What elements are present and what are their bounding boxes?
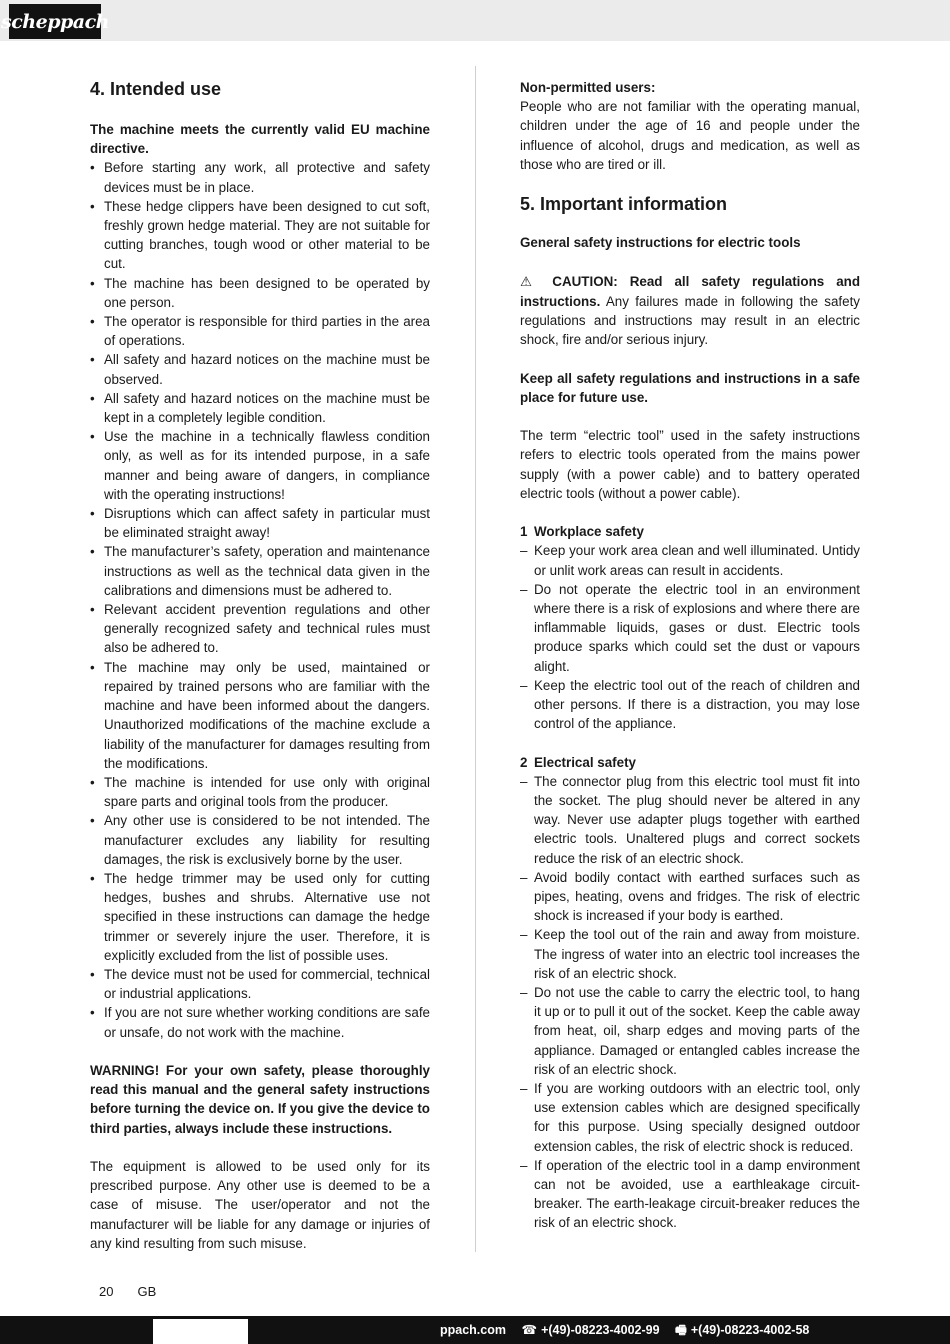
electrical-safety-list [520, 772, 860, 1233]
contact-bar [0, 1316, 950, 1344]
footer-white-box [153, 1319, 248, 1344]
page-footer [99, 1284, 156, 1299]
list-item: • Before starting any work, all protective and safety devices must be in place. [90, 158, 430, 196]
intro-text: The machine meets the currently valid EU machine directive. [90, 122, 430, 157]
scheppach-logo: scheppach [9, 4, 101, 39]
misuse-text: The equipment is allowed to be used only for its prescribed purpose. Any other use is deemed to be a case of misuse. The user/operator and not the manufacturer will be liable for any damage or injuries of any kind resulting from such misuse. [90, 1158, 430, 1251]
list-item: • Any other use is considered to be not intended. The manufacturer excludes any liability for resulting damages, the risk is exclusively borne by the user. [90, 811, 430, 869]
phone-number: +(49)-08223-4002-99 [541, 1323, 660, 1337]
list-item: – If operation of the electric tool in a damp environment can not be avoided, use a earthleakage circuit-breaker. The earth-leakage circuit-breaker reduces the risk of an electric shock. [520, 1156, 860, 1233]
list-item: • All safety and hazard notices on the machine must be kept in a completely legible condition. [90, 389, 430, 427]
list-item: • Use the machine in a technically flawless condition only, as well as for its intended purpose, in a safe manner and being aware of dangers, in compliance with the operating instructions! [90, 427, 430, 504]
list-item: • The machine may only be used, maintained or repaired by trained persons who are familiar with the machine and have been informed about the dangers. Unauthorized modifications of the machine exclude a liability of the manufacturer for damages resulting from the modifications. [90, 658, 430, 773]
list-item: • The hedge trimmer may be used only for cutting hedges, bushes and shrubs. Alternative use not specified in these instructions can damage the hedge trimmer or severely injure the user. Therefore, it is explicitly excluded from the list of possible uses. [90, 869, 430, 965]
electric-tool-definition: The term “electric tool” used in the safety instructions refers to electric tools operated from the mains power supply (with a power cable) and to battery operated electric tools (without a power cable). [520, 428, 860, 501]
list-item: • The machine is intended for use only with original spare parts and original tools from the producer. [90, 773, 430, 811]
subsection-title: Electrical safety [534, 754, 636, 770]
subsection-number: 1 [520, 524, 528, 540]
right-column [520, 78, 860, 1233]
warning-triangle-icon: ⚠ [520, 274, 541, 290]
language-code: GB [137, 1284, 157, 1299]
column-divider [475, 66, 476, 1252]
list-item: • The machine has been designed to be operated by one person. [90, 274, 430, 312]
list-item: – The connector plug from this electric tool must fit into the socket. The plug should never be altered in any way. Never use adapter plugs together with earthed electric tools. Unaltered plugs and correct sockets reduce the risk of an electric shock. [520, 772, 860, 868]
list-item: – Keep the electric tool out of the reach of children and other persons. If there is a distraction, you may lose control of the appliance. [520, 676, 860, 734]
list-item: • The manufacturer’s safety, operation and maintenance instructions as well as the technical data given in the calibrations and dimensions must be adhered to. [90, 542, 430, 600]
list-item: • Relevant accident prevention regulations and other generally recognized safety and technical rules must also be adhered to. [90, 600, 430, 658]
list-item: – Avoid bodily contact with earthed surfaces such as pipes, heating, ovens and fridges. The risk of electric shock is increased if your body is earthed. [520, 868, 860, 926]
list-item: – Do not use the cable to carry the electric tool, to hang it up or to pull it out of the socket. Keep the cable away from heat, oil, sharp edges and moving parts of the appliance. Damaged or entangled cables increase the risk of an electric shock. [520, 983, 860, 1079]
list-item: • All safety and hazard notices on the machine must be observed. [90, 350, 430, 388]
subsection-title-workplace [520, 522, 860, 541]
header-bar [0, 0, 950, 41]
nonpermitted-text: People who are not familiar with the operating manual, children under the age of 16 and people under the influence of alcohol, drugs and medication, as well as those who are tired or ill. [520, 99, 860, 172]
fax-number: +(49)-08223-4002-58 [690, 1323, 810, 1337]
section-heading-intended-use: 4. Intended use [90, 79, 222, 99]
caution-paragraph [520, 272, 860, 350]
warning-text: WARNING! For your own safety, please thoroughly read this manual and the general safety instructions before turning the device on. If you give the device to third parties, always include these instructions. [90, 1062, 430, 1136]
intended-use-list [90, 158, 430, 1041]
contact-info [440, 1321, 821, 1342]
list-item: – Keep the tool out of the rain and away from moisture. The ingress of water into an electric tool increases the risk of an electric shock. [520, 925, 860, 983]
phone-icon: ☎ [521, 1323, 538, 1337]
list-item: • These hedge clippers have been designed to cut soft, freshly grown hedge material. They are not suitable for cutting branches, tough wood or other material to be cut. [90, 197, 430, 274]
workplace-safety-list [520, 541, 860, 733]
subsection-title-electrical [520, 753, 860, 772]
list-item: • The operator is responsible for third parties in the area of operations. [90, 312, 430, 350]
keep-instructions-text: Keep all safety regulations and instructions in a safe place for future use. [520, 370, 860, 405]
fax-icon: 🖷 [675, 1323, 687, 1337]
caution-bold-text: CAUTION: Read all safety regulations and instructions. [520, 273, 860, 309]
caution-text: Any failures made in following the safety regulations and instructions may result in an electric shock, fire and/or serious injury. [520, 293, 860, 348]
left-column [90, 78, 430, 1253]
general-safety-title: General safety instructions for electric tools [520, 235, 801, 251]
nonpermitted-title: Non-permitted users: [520, 80, 656, 95]
subsection-title: Workplace safety [534, 524, 644, 540]
list-item: – Keep your work area clean and well illuminated. Untidy or unlit work areas can result in accidents. [520, 541, 860, 579]
list-item: – Do not operate the electric tool in an environment where there is a risk of explosions and where there are inflammable liquids, gases or dust. Electric tools produce sparks which could set the dust or vapours alight. [520, 580, 860, 676]
list-item: • If you are not sure whether working conditions are safe or unsafe, do not work with the machine. [90, 1003, 430, 1041]
page-number: 20 [99, 1284, 114, 1299]
website-link[interactable]: ppach.com [440, 1323, 506, 1337]
list-item: • Disruptions which can affect safety in particular must be eliminated straight away! [90, 504, 430, 542]
section-heading-important-information: 5. Important information [520, 194, 727, 215]
subsection-number: 2 [520, 754, 528, 770]
list-item: • The device must not be used for commercial, technical or industrial applications. [90, 965, 430, 1003]
list-item: – If you are working outdoors with an electric tool, only use extension cables which are designed specifically for this purpose. Using specially designed outdoor extension cables, the risk of electric shock is reduced. [520, 1079, 860, 1156]
